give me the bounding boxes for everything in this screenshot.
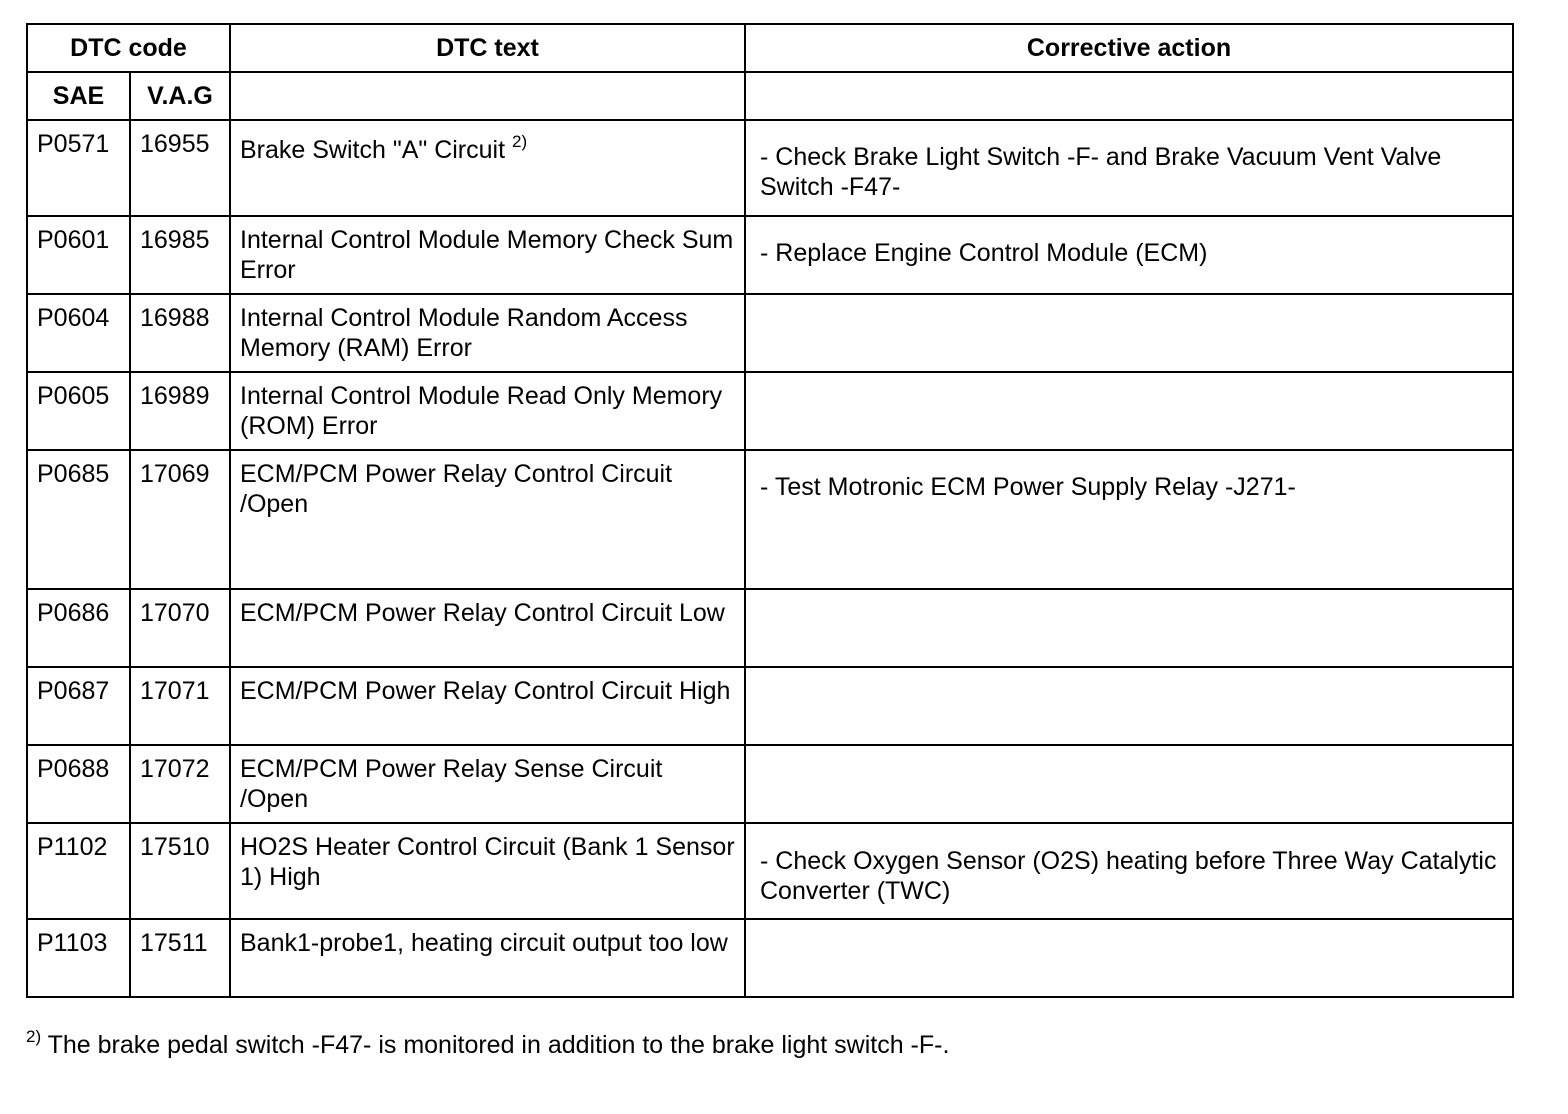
header-row <box>27 24 1513 72</box>
header-vag: V.A.G <box>130 72 230 120</box>
corrective-action-empty <box>745 919 1513 997</box>
dtc-text: Bank1-probe1, heating circuit output too low <box>240 929 728 957</box>
vag-code: 17510 <box>140 833 210 861</box>
corrective-action-empty <box>745 372 1513 450</box>
corrective-action: - Check Oxygen Sensor (O2S) heating before Three Way Catalytic Converter (TWC) <box>760 847 1497 905</box>
subheader-row <box>27 72 1513 120</box>
header-corrective-action: Corrective action <box>745 24 1513 72</box>
footnote-marker: 2) <box>26 1026 42 1046</box>
sae-code: P0686 <box>37 599 110 627</box>
header-action-empty <box>745 72 1513 120</box>
sae-code: P0605 <box>37 382 110 410</box>
dtc-text: ECM/PCM Power Relay Control Circuit /Open <box>240 460 673 518</box>
table-row <box>27 919 1513 997</box>
table-row <box>27 823 1513 919</box>
sae-code: P0604 <box>37 304 110 332</box>
dtc-table <box>26 23 1514 998</box>
vag-code: 16955 <box>140 130 210 158</box>
corrective-action: - Check Brake Light Switch -F- and Brake Vacuum Vent Valve Switch -F47- <box>760 143 1442 201</box>
dtc-text: Internal Control Module Read Only Memory (ROM) Error <box>240 382 723 440</box>
sae-code: P1102 <box>37 833 108 861</box>
dtc-text-label: Brake Switch "A" Circuit <box>240 136 506 164</box>
header-dtc-code: DTC code <box>27 24 230 72</box>
table-row <box>27 372 1513 450</box>
sae-code: P0571 <box>37 130 110 158</box>
header-sae: SAE <box>27 72 130 120</box>
table-row <box>27 294 1513 372</box>
table-row <box>27 450 1513 589</box>
dtc-text: ECM/PCM Power Relay Sense Circuit /Open <box>240 755 663 813</box>
vag-code: 16985 <box>140 226 210 254</box>
sae-code: P0688 <box>37 755 110 783</box>
vag-code: 17511 <box>140 929 208 957</box>
table-row <box>27 120 1513 216</box>
header-text-empty <box>230 72 745 120</box>
corrective-action: - Test Motronic ECM Power Supply Relay -J271- <box>760 473 1296 501</box>
corrective-action: - Replace Engine Control Module (ECM) <box>760 239 1208 267</box>
dtc-text: Internal Control Module Memory Check Sum Error <box>240 226 734 284</box>
dtc-text <box>231 121 744 165</box>
vag-code: 17071 <box>140 677 210 705</box>
vag-code: 16989 <box>140 382 210 410</box>
corrective-action-empty <box>745 667 1513 745</box>
table-row <box>27 216 1513 294</box>
vag-code: 17069 <box>140 460 210 488</box>
vag-code: 17070 <box>140 599 210 627</box>
sae-code: P1103 <box>37 929 108 957</box>
vag-code: 17072 <box>140 755 210 783</box>
footnote <box>26 1026 950 1060</box>
header-dtc-text: DTC text <box>230 24 745 72</box>
dtc-text: ECM/PCM Power Relay Control Circuit Low <box>240 599 725 627</box>
sae-code: P0601 <box>37 226 110 254</box>
dtc-text: Internal Control Module Random Access Memory (RAM) Error <box>240 304 688 362</box>
dtc-text: HO2S Heater Control Circuit (Bank 1 Sensor 1) High <box>240 833 735 891</box>
corrective-action-empty <box>745 745 1513 823</box>
sae-code: P0687 <box>37 677 110 705</box>
table-row <box>27 667 1513 745</box>
table-row <box>27 745 1513 823</box>
footnote-ref: 2) <box>512 131 528 151</box>
corrective-action-empty <box>745 294 1513 372</box>
sae-code: P0685 <box>37 460 110 488</box>
vag-code: 16988 <box>140 304 210 332</box>
corrective-action-empty <box>745 589 1513 667</box>
dtc-text: ECM/PCM Power Relay Control Circuit High <box>240 677 731 705</box>
footnote-text: The brake pedal switch -F47- is monitored in addition to the brake light switch -F-. <box>41 1031 950 1059</box>
table-row <box>27 589 1513 667</box>
